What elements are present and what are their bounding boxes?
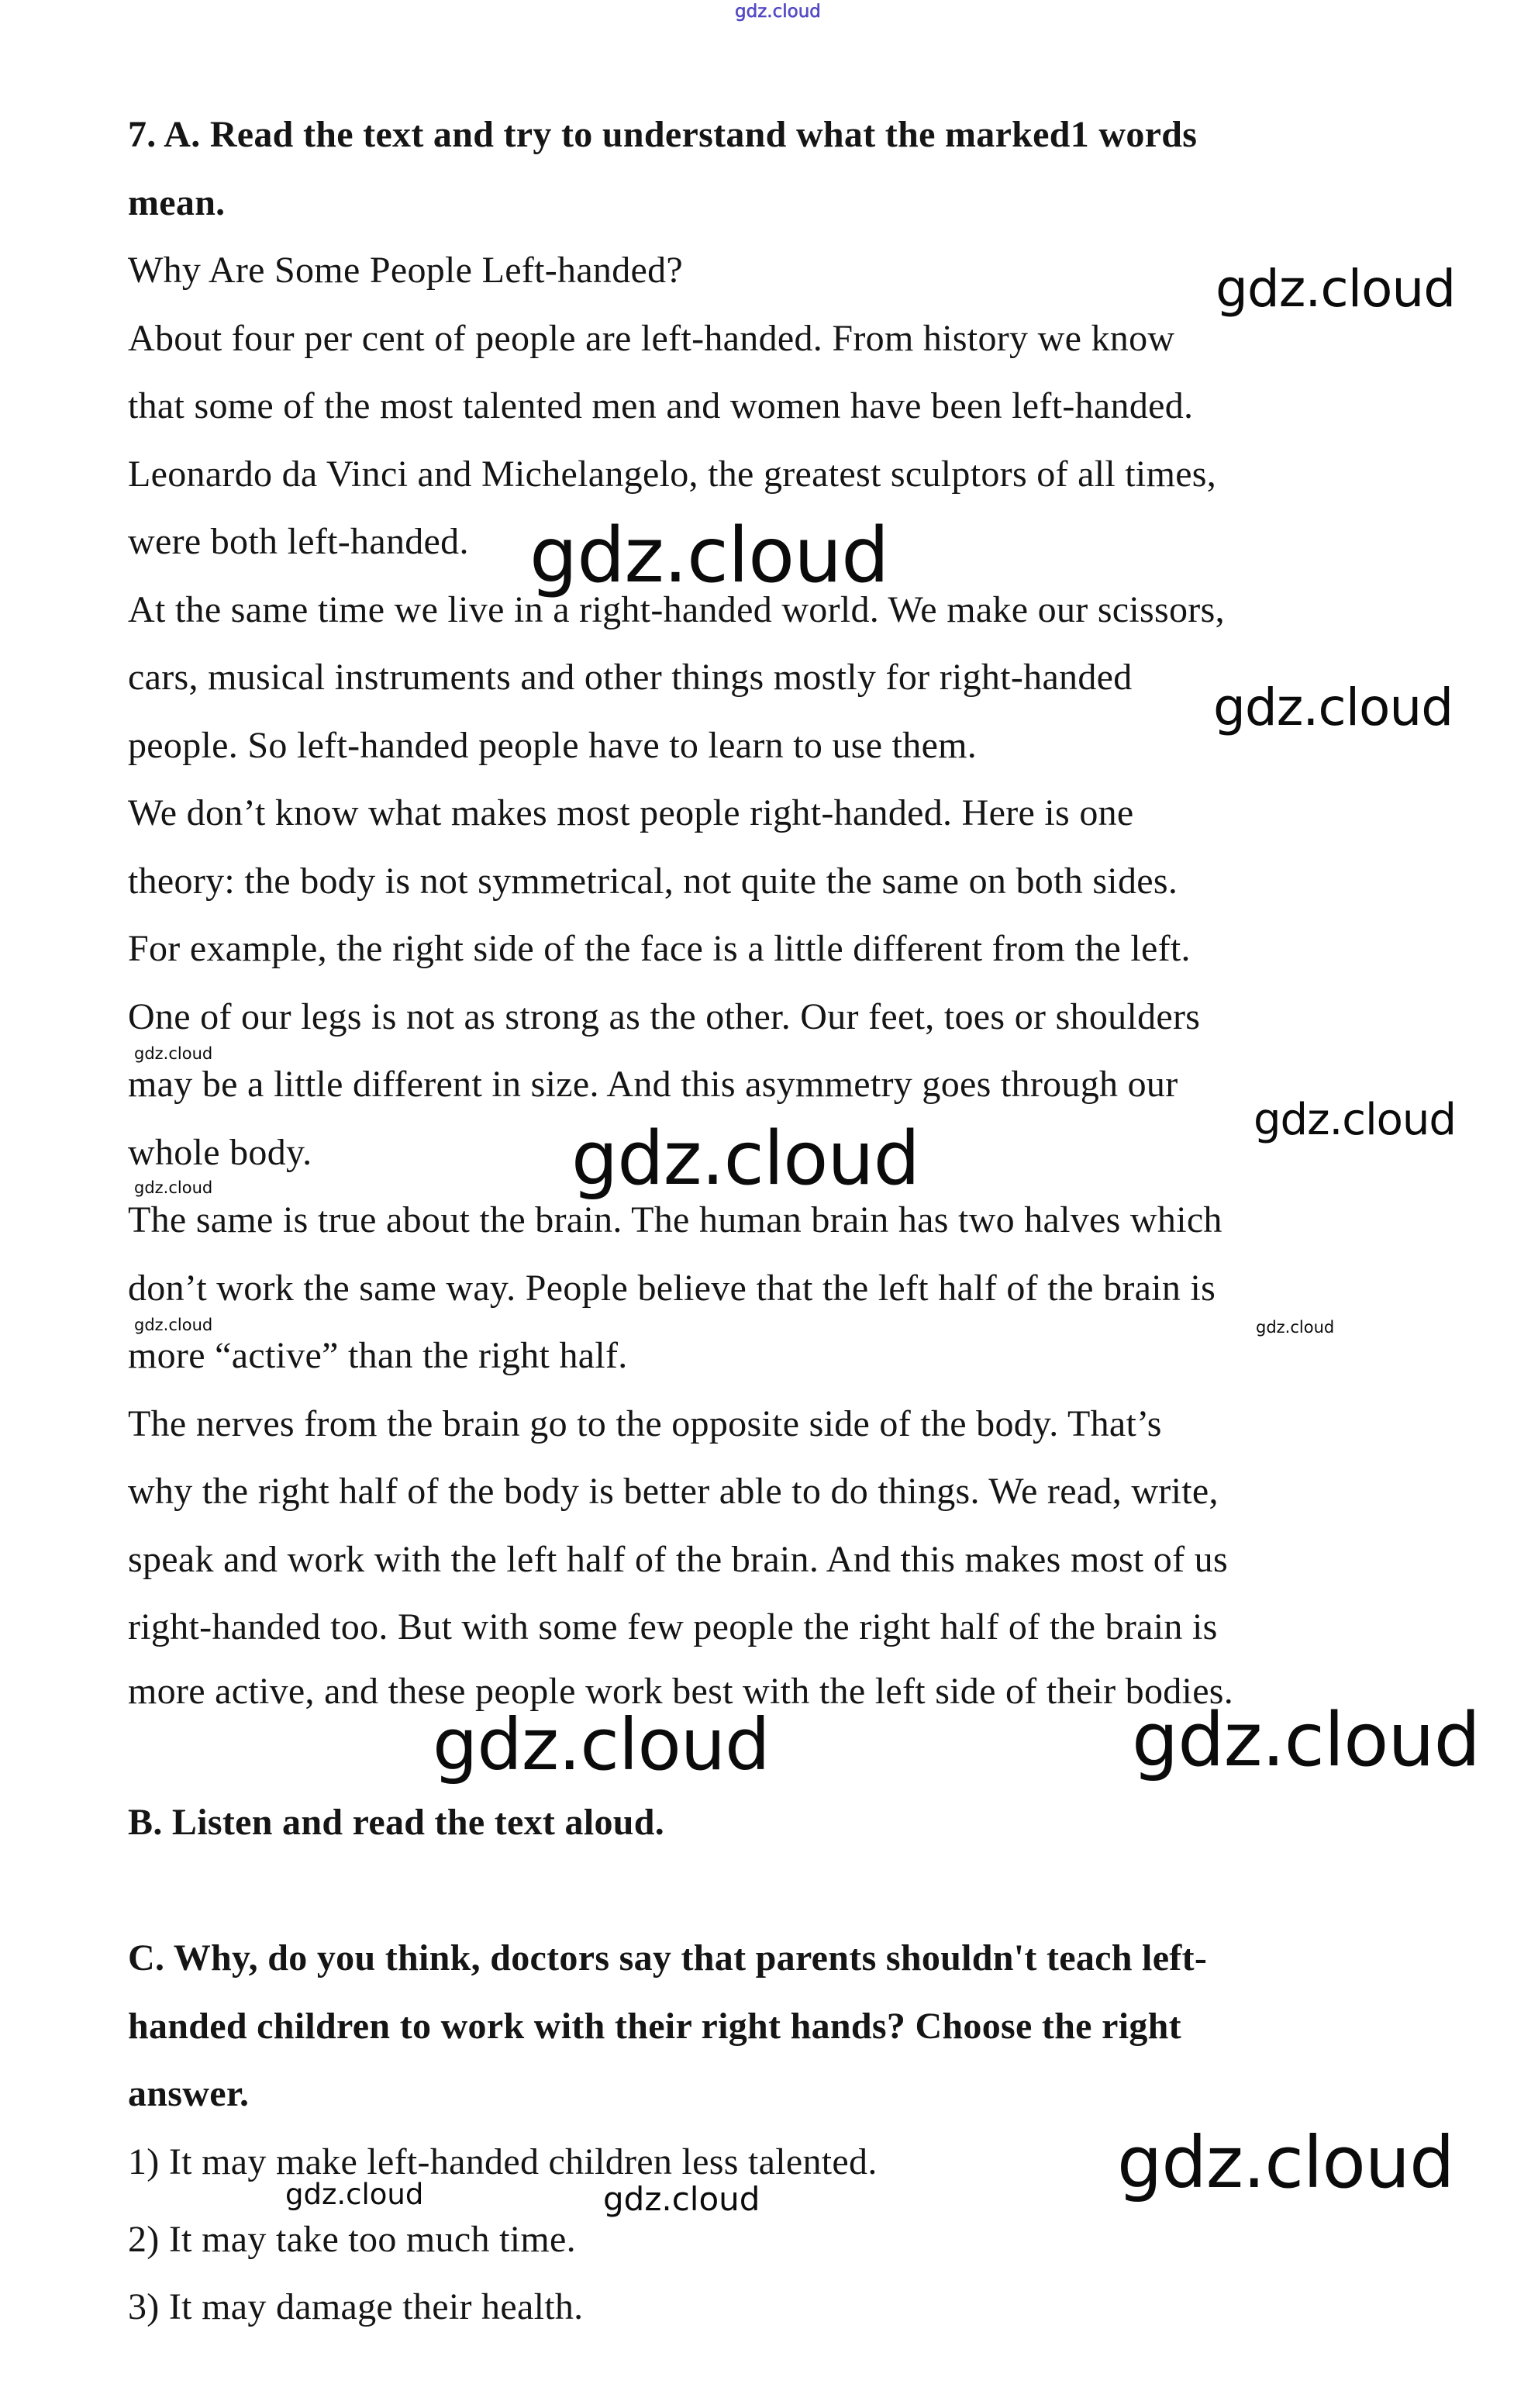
text-title: Why Are Some People Left-handed? bbox=[128, 250, 684, 291]
watermark: gdz.cloud bbox=[285, 2178, 424, 2211]
text-line: right-handed too. But with some few people the right half of the brain is bbox=[128, 1606, 1218, 1647]
task-b-heading: B. Listen and read the text aloud. bbox=[128, 1802, 665, 1843]
text-line: were both left-handed. bbox=[128, 521, 469, 562]
text-line: The nerves from the brain go to the opposite side of the body. That’s bbox=[128, 1403, 1162, 1444]
text-line: About four per cent of people are left-handed. From history we know bbox=[128, 318, 1175, 359]
task-a-heading-line: mean. bbox=[128, 182, 226, 223]
task-c-heading-line: answer. bbox=[128, 2073, 250, 2114]
text-line: cars, musical instruments and other things mostly for right-handed bbox=[128, 657, 1133, 698]
watermark: gdz.cloud bbox=[735, 2, 821, 22]
text-line: For example, the right side of the face is a little different from the left. bbox=[128, 928, 1191, 969]
watermark: gdz.cloud bbox=[1213, 678, 1454, 737]
task-c-heading-line: handed children to work with their right hands? Choose the right bbox=[128, 2006, 1181, 2047]
watermark: gdz.cloud bbox=[1117, 2121, 1454, 2204]
text-line: people. So left-handed people have to learn to use them. bbox=[128, 725, 978, 766]
watermark: gdz.cloud bbox=[529, 512, 889, 600]
watermark: gdz.cloud bbox=[603, 2180, 760, 2218]
watermark: gdz.cloud bbox=[1254, 1095, 1456, 1145]
text-line: that some of the most talented men and women have been left-handed. bbox=[128, 385, 1194, 426]
watermark: gdz.cloud bbox=[134, 1316, 213, 1334]
text-line: whole body. bbox=[128, 1132, 312, 1173]
text-line: more “active” than the right half. bbox=[128, 1335, 628, 1376]
answer-option: 1) It may make left-handed children less talented. bbox=[128, 2141, 878, 2182]
watermark: gdz.cloud bbox=[1256, 1318, 1335, 1337]
watermark: gdz.cloud bbox=[571, 1116, 919, 1202]
watermark: gdz.cloud bbox=[134, 1044, 213, 1063]
task-c-heading-line: C. Why, do you think, doctors say that parents shouldn't teach left- bbox=[128, 1937, 1208, 1978]
watermark: gdz.cloud bbox=[134, 1178, 213, 1197]
watermark: gdz.cloud bbox=[1216, 259, 1456, 319]
text-line: theory: the body is not symmetrical, not quite the same on both sides. bbox=[128, 861, 1178, 902]
text-line: why the right half of the body is better able to do things. We read, write, bbox=[128, 1471, 1219, 1512]
text-line: The same is true about the brain. The human brain has two halves which bbox=[128, 1199, 1222, 1240]
text-line: speak and work with the left half of the brain. And this makes most of us bbox=[128, 1539, 1228, 1580]
watermark: gdz.cloud bbox=[1132, 1698, 1480, 1783]
answer-option: 3) It may damage their health. bbox=[128, 2286, 584, 2327]
text-line: At the same time we live in a right-handed world. We make our scissors, bbox=[128, 589, 1225, 630]
text-line: may be a little different in size. And this asymmetry goes through our bbox=[128, 1064, 1178, 1105]
text-line: We don’t know what makes most people right-handed. Here is one bbox=[128, 792, 1134, 833]
text-line: One of our legs is not as strong as the other. Our feet, toes or shoulders bbox=[128, 996, 1201, 1037]
text-line: more active, and these people work best with the left side of their bodies. bbox=[128, 1671, 1234, 1712]
text-line: don’t work the same way. People believe that the left half of the brain is bbox=[128, 1268, 1216, 1309]
text-line: Leonardo da Vinci and Michelangelo, the greatest sculptors of all times, bbox=[128, 454, 1217, 495]
answer-option: 2) It may take too much time. bbox=[128, 2219, 576, 2260]
watermark: gdz.cloud bbox=[433, 1703, 770, 1786]
task-a-heading-line: 7. A. Read the text and try to understand what the marked1 words bbox=[128, 114, 1198, 155]
